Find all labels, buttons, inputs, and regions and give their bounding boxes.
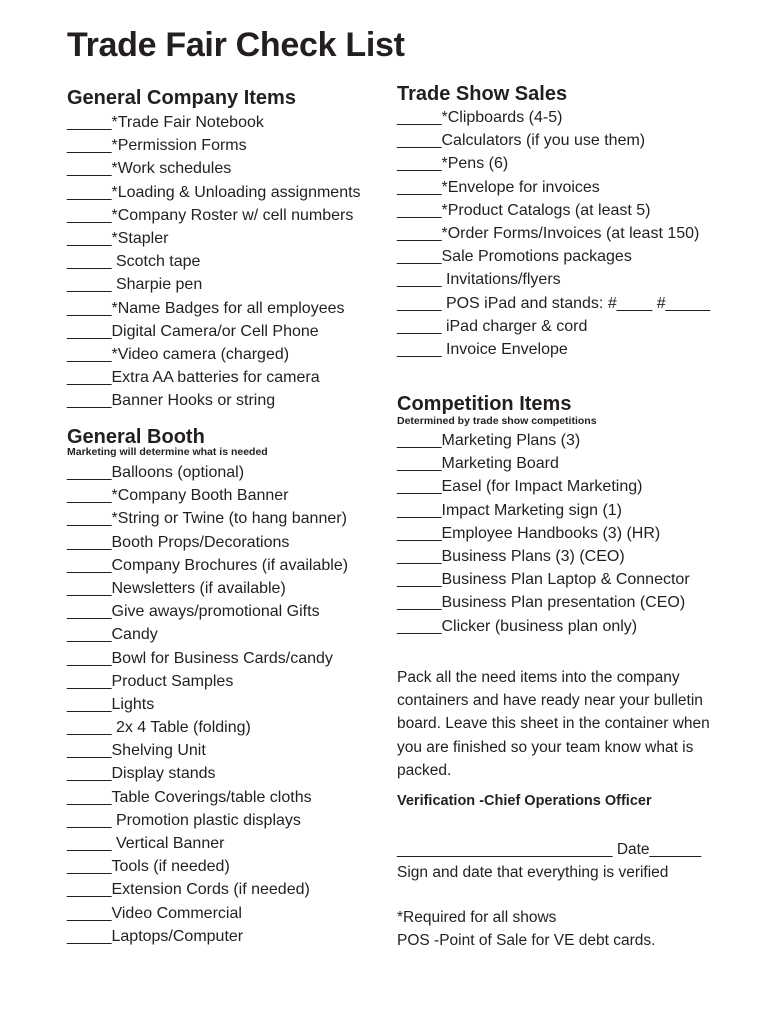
checklist-item: _____Impact Marketing sign (1) (397, 501, 622, 519)
checklist-item: _____Extension Cords (if needed) (67, 881, 310, 899)
checklist-item: _____Business Plan presentation (CEO) (397, 594, 686, 612)
checklist-item: _____ Sharpie pen (67, 276, 203, 294)
checklist-item: _____ Promotion plastic displays (67, 811, 301, 829)
checklist-item: _____Clicker (business plan only) (397, 617, 638, 635)
checklist-item: _____ 2x 4 Table (folding) (67, 719, 251, 737)
competition-heading: Competition Items (397, 393, 572, 415)
checklist-item: _____Balloons (optional) (67, 464, 245, 481)
competition-subheading: Determined by trade show competitions (397, 415, 597, 427)
checklist-item: _____ iPad charger & cord (397, 317, 588, 335)
trade-show-sales-list (397, 106, 737, 361)
competition-section (397, 392, 737, 638)
checklist-item: _____Marketing Board (397, 455, 559, 473)
notes-section (397, 906, 737, 952)
checklist-item: _____Calculators (if you use them) (397, 132, 646, 150)
checklist-item: _____*Permission Forms (67, 137, 247, 155)
checklist-item: _____Extra AA batteries for camera (67, 369, 320, 387)
checklist-item: _____*Pens (6) (397, 155, 509, 173)
checklist-item: _____*Company Booth Banner (67, 487, 289, 505)
checklist-item: _____Table Coverings/table cloths (67, 788, 312, 806)
checklist-item: _____Marketing Plans (3) (397, 432, 581, 449)
checklist-item: _____*String or Twine (to hang banner) (67, 510, 347, 528)
checklist-item: _____ Invoice Envelope (397, 340, 568, 358)
verification-section (397, 791, 737, 884)
checklist-item: _____*Company Roster w/ cell numbers (67, 206, 354, 224)
competition-list (397, 429, 737, 638)
checklist-item: _____Employee Handbooks (3) (HR) (397, 524, 661, 542)
checklist-item: _____Tools (if needed) (67, 858, 230, 876)
checklist-item: _____ POS iPad and stands: #____ #_____ (397, 294, 711, 312)
general-booth-subheading: Marketing will determine what is needed (67, 446, 268, 458)
checklist-item: _____*Name Badges for all employees (67, 299, 345, 317)
checklist-item: _____Digital Camera/or Cell Phone (67, 322, 319, 340)
general-company-section (67, 86, 407, 412)
trade-show-sales-section (397, 82, 737, 361)
checklist-item: _____Sale Promotions packages (397, 248, 632, 266)
checklist-item: _____*Clipboards (4-5) (397, 109, 563, 126)
checklist-item: _____*Video camera (charged) (67, 345, 290, 363)
general-booth-section (67, 425, 407, 948)
checklist-item: _____Product Samples (67, 672, 234, 690)
trade-show-sales-heading: Trade Show Sales (397, 83, 568, 105)
instructions-text: Pack all the need items into the company containers and have ready near your bulletin board. Leave this sheet in the container when you are finished so your team know what is packed. (397, 669, 710, 779)
general-booth-list (67, 461, 407, 948)
verification-heading: Verification -Chief Operations Officer (397, 793, 652, 809)
checklist-item: _____Banner Hooks or string (67, 392, 276, 410)
signature-date-line: _________________________ Date______ (397, 841, 702, 858)
instructions-section (397, 666, 737, 782)
pos-note: POS -Point of Sale for VE debt cards. (397, 932, 656, 949)
checklist-item: _____*Trade Fair Notebook (67, 114, 264, 131)
page-title: Trade Fair Check List (67, 26, 405, 64)
general-company-heading: General Company Items (67, 87, 296, 109)
signature-caption: Sign and date that everything is verified (397, 864, 669, 881)
checklist-item: _____Newsletters (if available) (67, 579, 286, 597)
checklist-item: _____*Loading & Unloading assignments (67, 183, 361, 201)
checklist-item: _____Video Commercial (67, 904, 242, 922)
checklist-item: _____Candy (67, 626, 158, 644)
checklist-item: _____Display stands (67, 765, 216, 783)
checklist-item: _____ Vertical Banner (67, 835, 225, 852)
checklist-item: _____*Envelope for invoices (397, 178, 600, 196)
required-note: *Required for all shows (397, 909, 557, 926)
checklist-item: _____*Product Catalogs (at least 5) (397, 201, 651, 219)
checklist-item: _____ Scotch tape (67, 253, 201, 271)
checklist-item: _____*Stapler (67, 229, 169, 247)
checklist-item: _____*Order Forms/Invoices (at least 150) (397, 224, 700, 242)
checklist-item: _____Business Plan Laptop & Connector (397, 571, 690, 589)
checklist-item: _____Lights (67, 695, 155, 713)
checklist-item: _____Bowl for Business Cards/candy (67, 649, 333, 667)
general-company-list (67, 111, 407, 412)
checklist-item: _____Booth Props/Decorations (67, 533, 290, 551)
checklist-item: _____Give aways/promotional Gifts (67, 603, 320, 621)
checklist-item: _____Easel (for Impact Marketing) (397, 478, 643, 496)
checklist-item: _____Shelving Unit (67, 742, 206, 760)
checklist-item: _____*Work schedules (67, 160, 232, 178)
checklist-item: _____ Invitations/flyers (397, 271, 561, 289)
checklist-item: _____Laptops/Computer (67, 927, 244, 945)
checklist-item: _____Company Brochures (if available) (67, 556, 349, 574)
checklist-item: _____Business Plans (3) (CEO) (397, 547, 625, 565)
general-booth-heading: General Booth (67, 426, 205, 448)
